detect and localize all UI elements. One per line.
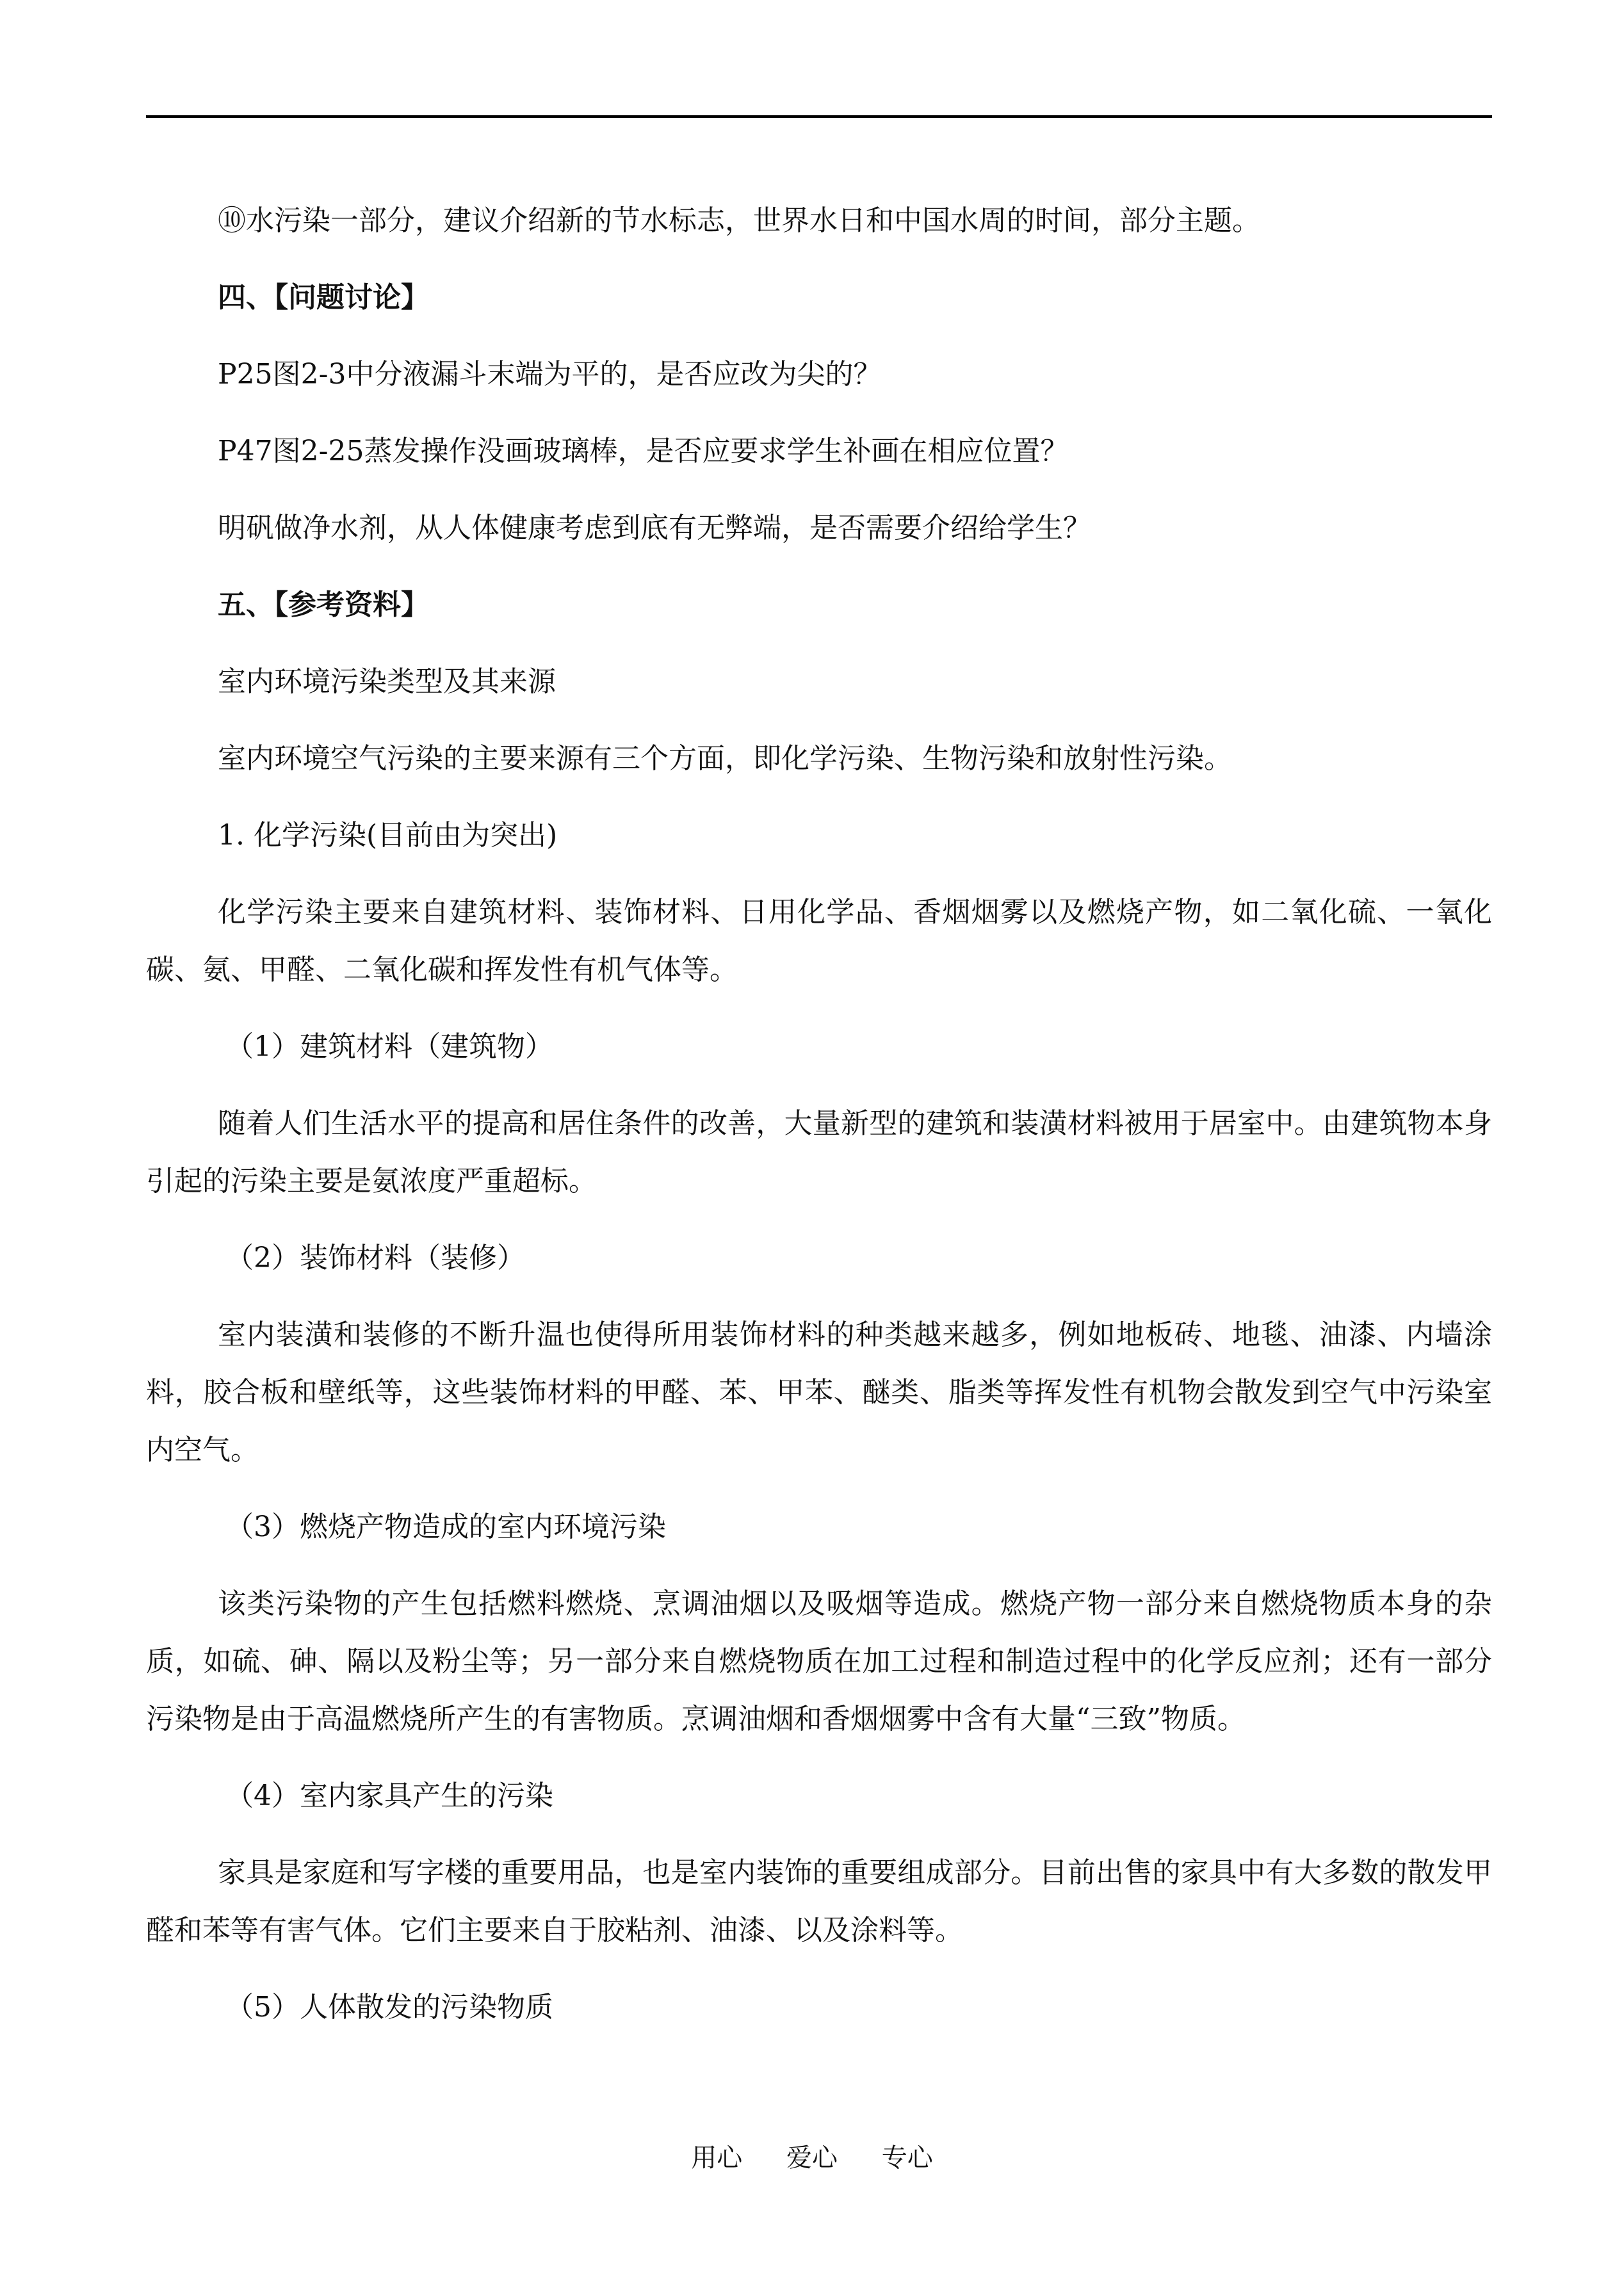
footer-text-3: 专心 — [881, 2143, 933, 2173]
subsection-building-materials: （1）建筑材料（建筑物） — [225, 1030, 553, 1063]
paragraph-combustion-products: 该类污染物的产生包括燃料燃烧、烹调油烟以及吸烟等造成。燃烧产物一部分来自燃烧物质本身的杂质，如硫、砷、隔以及粉尘等；另一部分来自燃烧物质在加工过程和制造过程中的化学反应剂；还有一部分污染物是由于高温燃烧所产生的有害物质。烹调油烟和香烟烟雾中含有大量“三致”物质。 — [146, 1587, 1492, 1735]
question-p25: P25图2-3中分液漏斗末端为平的，是否应改为尖的？ — [218, 358, 882, 391]
paragraph-pollution-sources: 室内环境空气污染的主要来源有三个方面，即化学污染、生物污染和放射性污染。 — [218, 742, 1232, 775]
header-rule — [146, 115, 1492, 118]
footer-text-2: 爱心 — [786, 2143, 838, 2173]
reference-title: 室内环境污染类型及其来源 — [218, 665, 556, 698]
document-body — [146, 192, 1492, 2056]
section-chemical-pollution: 1. 化学污染(目前由为突出) — [218, 819, 558, 852]
footer-text-1: 用心 — [691, 2143, 743, 2173]
subsection-decoration-materials: （2）装饰材料（装修） — [225, 1242, 525, 1274]
subsection-human-emissions: （5）人体散发的污染物质 — [225, 1991, 553, 2023]
page-footer — [0, 2137, 1624, 2174]
heading-discussion: 四、【问题讨论】 — [218, 281, 429, 314]
subsection-furniture: （4）室内家具产生的污染 — [225, 1780, 553, 1812]
question-p47: P47图2-25蒸发操作没画玻璃棒，是否应要求学生补画在相应位置？ — [218, 435, 1069, 467]
paragraph-decoration-materials: 室内装潢和装修的不断升温也使得所用装饰材料的种类越来越多，例如地板砖、地毯、油漆、内墙涂料，胶合板和壁纸等，这些装饰材料的甲醛、苯、甲苯、醚类、脂类等挥发性有机物会散发到空气中污染室内空气。 — [146, 1318, 1492, 1466]
subsection-combustion-products: （3）燃烧产物造成的室内环境污染 — [225, 1511, 666, 1543]
heading-references: 五、【参考资料】 — [218, 588, 429, 621]
paragraph-chemical-pollution: 化学污染主要来自建筑材料、装饰材料、日用化学品、香烟烟雾以及燃烧产物，如二氧化硫、一氧化碳、氨、甲醛、二氧化碳和挥发性有机气体等。 — [146, 896, 1492, 986]
paragraph-water-pollution-note: ⑩水污染一部分，建议介绍新的节水标志，世界水日和中国水周的时间，部分主题。 — [218, 204, 1260, 237]
paragraph-building-materials: 随着人们生活水平的提高和居住条件的改善，大量新型的建筑和装潢材料被用于居室中。由建筑物本身引起的污染主要是氨浓度严重超标。 — [146, 1107, 1492, 1197]
question-alum: 明矾做净水剂，从人体健康考虑到底有无弊端，是否需要介绍给学生？ — [218, 512, 1091, 544]
paragraph-furniture: 家具是家庭和写字楼的重要用品，也是室内装饰的重要组成部分。目前出售的家具中有大多数的散发甲醛和苯等有害气体。它们主要来自于胶粘剂、油漆、以及涂料等。 — [146, 1856, 1492, 1947]
